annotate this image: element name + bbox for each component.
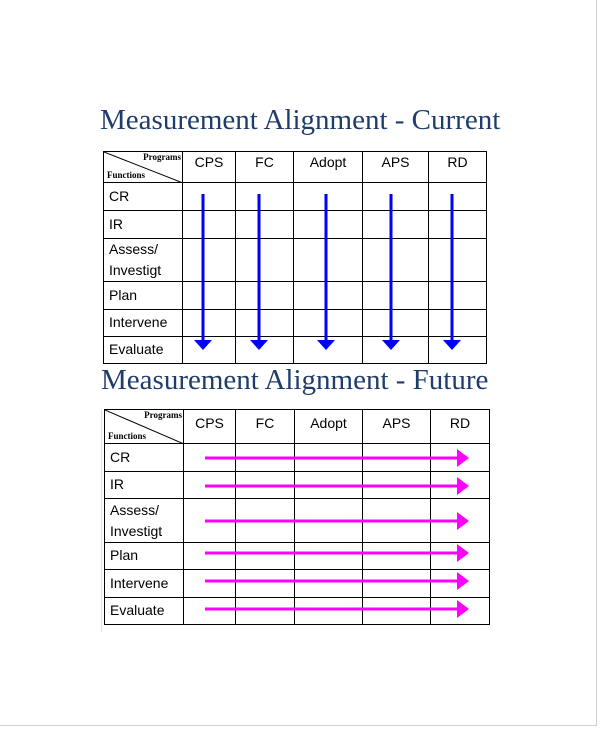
function-label: Evaluate (104, 337, 183, 364)
current-title: Measurement Alignment - Current (100, 104, 501, 136)
function-label: Intervene (105, 570, 184, 598)
function-label: IR (104, 211, 183, 239)
program-header: RD (429, 152, 487, 183)
table-row (105, 444, 490, 472)
program-header: RD (431, 410, 490, 444)
table-row (105, 472, 490, 499)
program-header: CPS (184, 410, 236, 444)
corner-programs-label: Programs (143, 152, 181, 162)
corner-programs-label: Programs (144, 410, 182, 420)
function-label: Evaluate (105, 598, 184, 625)
function-label: Assess/ Investigt (104, 239, 183, 282)
program-header: FC (236, 152, 294, 183)
table-row (104, 239, 487, 282)
corner-functions-label: Functions (108, 431, 147, 441)
header-row (104, 152, 487, 183)
table-row (105, 598, 490, 625)
table-row (104, 183, 487, 211)
table-row (105, 543, 490, 570)
function-label: Assess/ Investigt (105, 499, 184, 543)
current-matrix-table (103, 151, 487, 364)
table-row (104, 337, 487, 364)
program-header: Adopt (295, 410, 363, 444)
table-row (104, 310, 487, 337)
function-label: Plan (104, 282, 183, 310)
program-header: APS (363, 152, 429, 183)
function-label: CR (105, 444, 184, 472)
table-row (105, 499, 490, 543)
function-label: Intervene (104, 310, 183, 337)
corner-cell (104, 152, 183, 183)
program-header: CPS (183, 152, 236, 183)
corner-cell (105, 410, 184, 444)
future-title: Measurement Alignment - Future (101, 364, 489, 396)
header-row (105, 410, 490, 444)
program-header: FC (236, 410, 295, 444)
table-row (104, 282, 487, 310)
corner-functions-label: Functions (107, 170, 146, 180)
function-label: Plan (105, 543, 184, 570)
table-row (104, 211, 487, 239)
function-label: IR (105, 472, 184, 499)
table-row (105, 570, 490, 598)
future-matrix-table (104, 409, 490, 625)
program-header: Adopt (294, 152, 363, 183)
left-margin-line (101, 410, 102, 632)
function-label: CR (104, 183, 183, 211)
program-header: APS (363, 410, 431, 444)
